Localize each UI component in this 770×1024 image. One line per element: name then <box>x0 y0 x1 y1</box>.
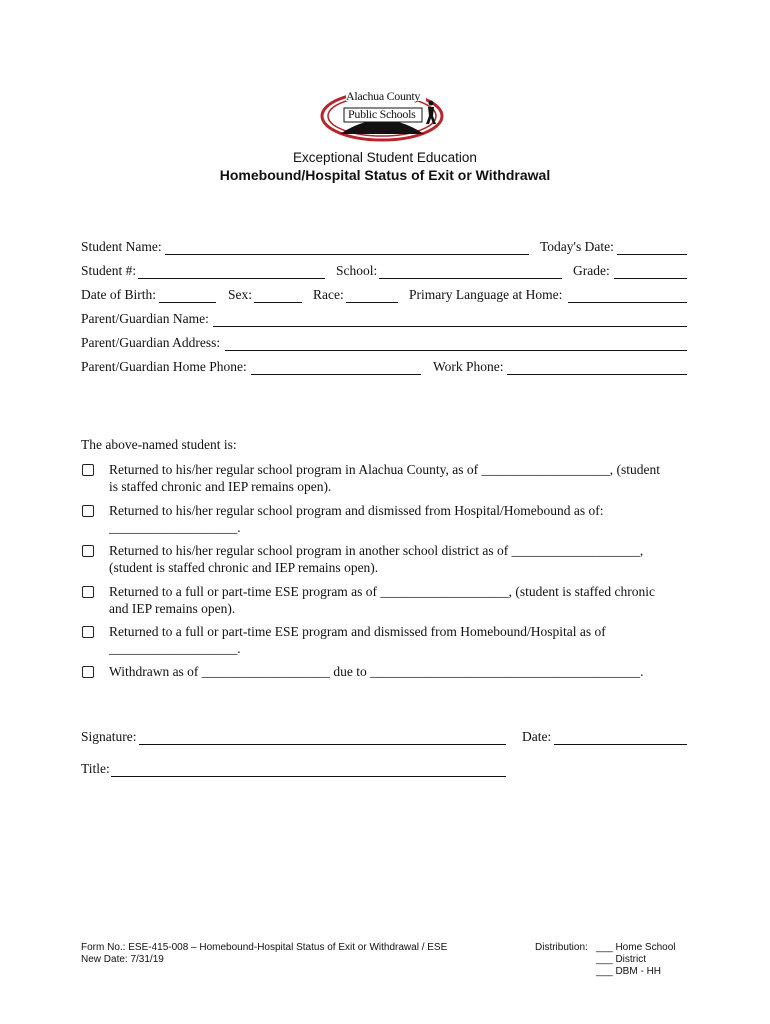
title-field[interactable] <box>111 776 506 777</box>
student-number-label: Student #: <box>81 263 137 278</box>
option-withdrawn <box>109 663 694 680</box>
distribution-dbm: ___ DBM - HH <box>596 966 662 977</box>
school-label: School: <box>336 263 378 278</box>
parent-address-field[interactable] <box>225 350 687 351</box>
option-text-line1: Returned to his/her regular school program in Alachua County, as of ___________________, (student <box>109 462 661 477</box>
status-intro: The above-named student is: <box>81 437 237 452</box>
option-text-line2: ___________________. <box>109 520 241 535</box>
todays-date-field[interactable] <box>617 254 687 255</box>
signature-label: Signature: <box>81 729 137 744</box>
option-returned-other-district <box>109 542 694 576</box>
distribution-label: Distribution: <box>535 942 588 953</box>
school-field[interactable] <box>379 278 562 279</box>
language-label: Primary Language at Home: <box>409 287 563 302</box>
option-returned-alachua <box>109 461 694 495</box>
option-text-line1: Returned to a full or part-time ESE program as of ___________________, (student is staffed chronic <box>109 584 656 599</box>
option-checkbox[interactable] <box>82 626 94 638</box>
signature-date-label: Date: <box>522 729 552 744</box>
district-logo <box>318 86 450 146</box>
sex-field[interactable] <box>254 302 302 303</box>
option-text-line2: and IEP remains open). <box>109 601 236 616</box>
dob-field[interactable] <box>159 302 216 303</box>
race-field[interactable] <box>346 302 398 303</box>
grade-field[interactable] <box>614 278 687 279</box>
new-date: New Date: 7/31/19 <box>81 954 164 965</box>
option-checkbox[interactable] <box>82 586 94 598</box>
option-text-line1: Returned to his/her regular school program in another school district as of ___________________, <box>109 543 644 558</box>
todays-date-label: Today's Date: <box>540 239 614 254</box>
signature-date-field[interactable] <box>554 744 687 745</box>
option-checkbox[interactable] <box>82 666 94 678</box>
option-text-line2: is staffed chronic and IEP remains open). <box>109 479 332 494</box>
home-phone-label: Parent/Guardian Home Phone: <box>81 359 247 374</box>
form-number: Form No.: ESE-415-008 – Homebound-Hospital Status of Exit or Withdrawal / ESE <box>81 942 448 953</box>
race-label: Race: <box>313 287 344 302</box>
option-text-line1: Returned to his/her regular school program and dismissed from Hospital/Homebound as of: <box>109 503 604 518</box>
signature-field[interactable] <box>139 744 506 745</box>
option-returned-dismissed <box>109 502 694 536</box>
parent-address-label: Parent/Guardian Address: <box>81 335 221 350</box>
option-text-line1: Withdrawn as of ___________________ due to ________________________________________. <box>109 664 644 679</box>
distribution-district: ___ District <box>596 954 647 965</box>
option-checkbox[interactable] <box>82 464 94 476</box>
form-title: Homebound/Hospital Status of Exit or Withdrawal <box>219 167 551 183</box>
dob-label: Date of Birth: <box>81 287 156 302</box>
parent-name-field[interactable] <box>213 326 687 327</box>
option-text-line2: ___________________. <box>109 641 241 656</box>
grade-label: Grade: <box>573 263 610 278</box>
work-phone-label: Work Phone: <box>433 359 504 374</box>
logo-text-line2: Public Schools <box>348 107 416 121</box>
title-label: Title: <box>81 761 110 776</box>
option-checkbox[interactable] <box>82 505 94 517</box>
home-phone-field[interactable] <box>251 374 421 375</box>
option-returned-ese-dismissed <box>109 623 694 657</box>
student-number-field[interactable] <box>138 278 325 279</box>
option-returned-ese <box>109 583 694 617</box>
logo-text-line1: Alachua County <box>346 89 421 103</box>
department-name: Exceptional Student Education <box>293 150 477 165</box>
student-name-label: Student Name: <box>81 239 162 254</box>
distribution-home-school: ___ Home School <box>596 942 676 953</box>
sex-label: Sex: <box>228 287 253 302</box>
option-checkbox[interactable] <box>82 545 94 557</box>
option-text-line2: (student is staffed chronic and IEP remains open). <box>109 560 379 575</box>
language-field[interactable] <box>568 302 687 303</box>
parent-name-label: Parent/Guardian Name: <box>81 311 209 326</box>
option-text-line1: Returned to a full or part-time ESE program and dismissed from Homebound/Hospital as of <box>109 624 606 639</box>
student-name-field[interactable] <box>165 254 529 255</box>
work-phone-field[interactable] <box>507 374 687 375</box>
